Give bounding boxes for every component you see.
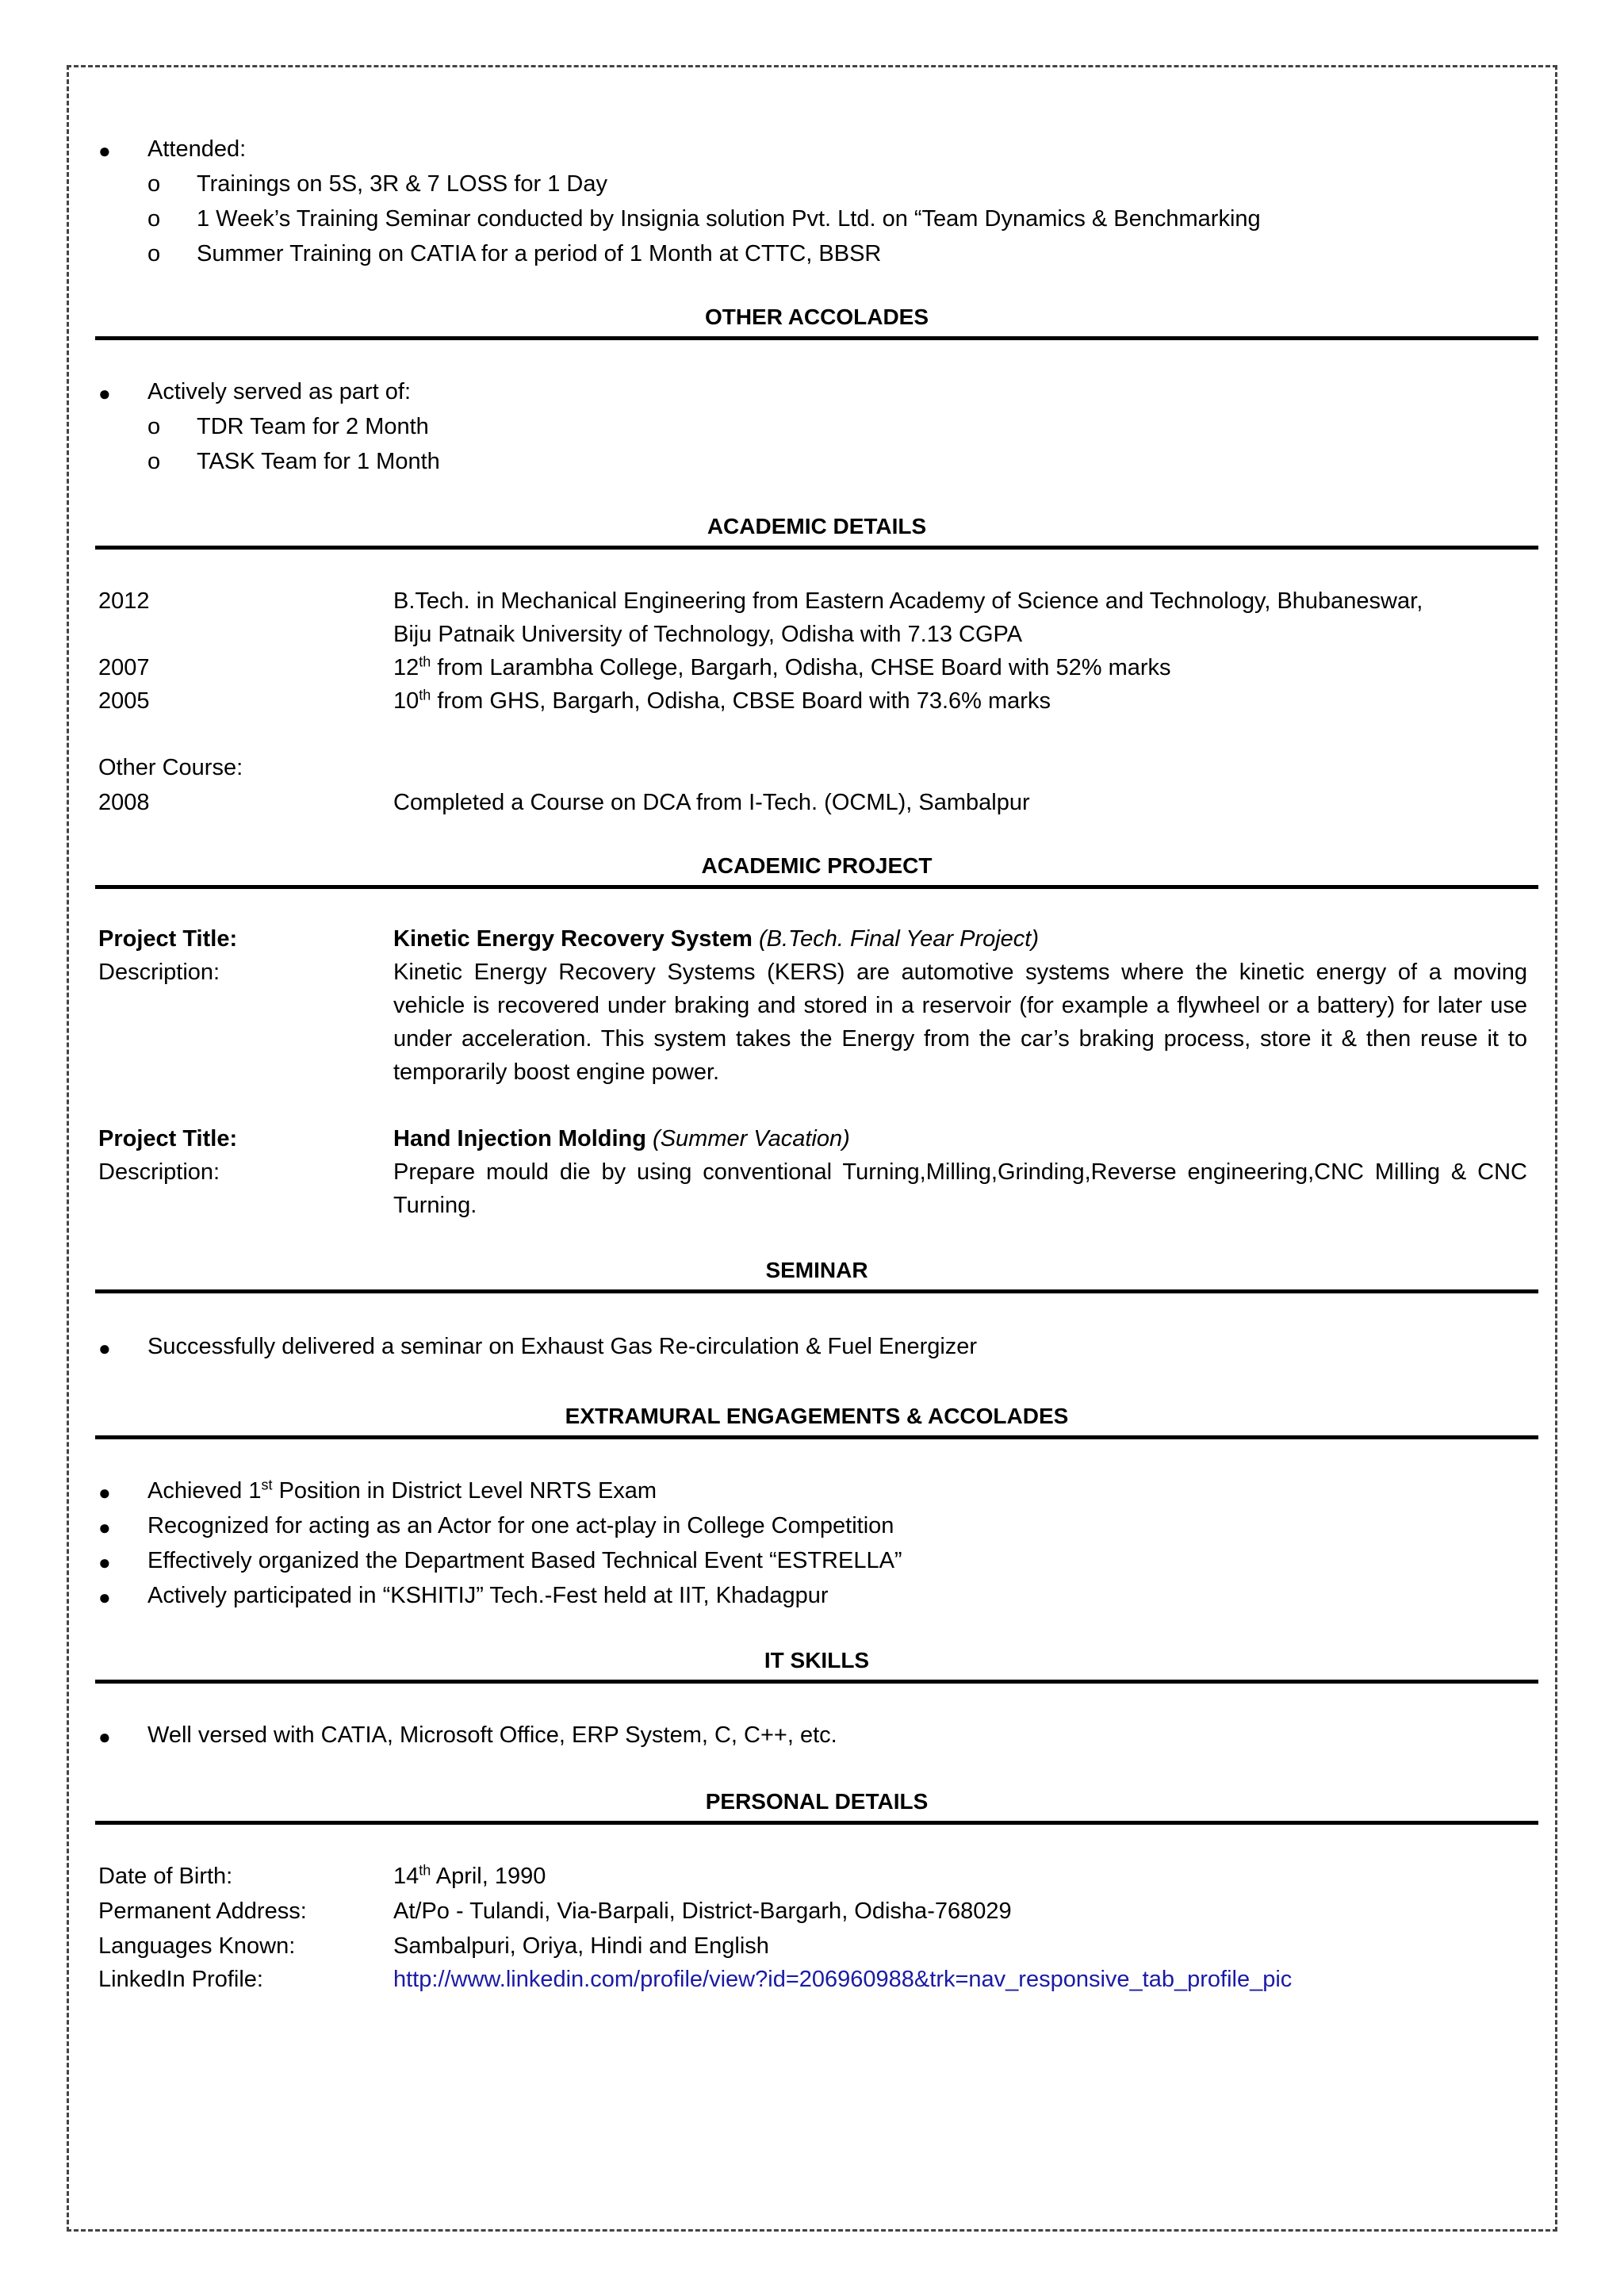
- circle-bullet-icon: o: [147, 171, 161, 197]
- other-course-detail: Completed a Course on DCA from I-Tech. (OCML), Sambalpur: [393, 790, 1030, 815]
- accolades-title: Actively served as part of:: [147, 379, 412, 404]
- accolades-item: TASK Team for 1 Month: [197, 449, 440, 474]
- academic-detail: Biju Patnaik University of Technology, Odisha with 7.13 CGPA: [393, 622, 1023, 647]
- academic-year: 2012: [98, 588, 150, 614]
- academic-detail: B.Tech. in Mechanical Engineering from Eastern Academy of Science and Technology, Bhubaneswar,: [393, 588, 1423, 614]
- extramural-item: Effectively organized the Department Based Technical Event “ESTRELLA”: [147, 1548, 902, 1573]
- section-heading-extramural: EXTRAMURAL ENGAGEMENTS & ACCOLADES: [565, 1404, 1069, 1428]
- dob-value: 14th April, 1990: [393, 1862, 546, 1889]
- bullet-icon: ●: [98, 381, 111, 405]
- extramural-item: Achieved 1st Position in District Level NRTS Exam: [147, 1477, 657, 1504]
- circle-bullet-icon: o: [147, 449, 161, 474]
- academic-year: 2008: [98, 790, 150, 815]
- seminar-item: Successfully delivered a seminar on Exhaust Gas Re-circulation & Fuel Energizer: [147, 1334, 978, 1359]
- academic-year: 2007: [98, 655, 150, 680]
- languages-label: Languages Known:: [98, 1933, 296, 1959]
- attended-item: 1 Week’s Training Seminar conducted by Insignia solution Pvt. Ltd. on “Team Dynamics & Benchmarking: [197, 206, 1261, 232]
- project-title-label: Project Title:: [98, 1126, 238, 1151]
- academic-detail: 10th from GHS, Bargarh, Odisha, CBSE Board with 73.6% marks: [393, 687, 1051, 714]
- circle-bullet-icon: o: [147, 414, 161, 439]
- project-title: Kinetic Energy Recovery System (B.Tech. Final Year Project): [393, 926, 1039, 952]
- description-label: Description:: [98, 960, 220, 985]
- it-skills-item: Well versed with CATIA, Microsoft Office, ERP System, C, C++, etc.: [147, 1722, 837, 1748]
- section-heading-other-accolades: OTHER ACCOLADES: [704, 305, 929, 329]
- other-course-label: Other Course:: [98, 755, 243, 780]
- circle-bullet-icon: o: [147, 206, 161, 232]
- description-label: Description:: [98, 1159, 220, 1185]
- circle-bullet-icon: o: [147, 241, 161, 266]
- section-divider: [95, 336, 1538, 340]
- bullet-icon: ●: [98, 1585, 111, 1609]
- accolades-item: TDR Team for 2 Month: [197, 414, 429, 439]
- section-divider: [95, 885, 1538, 889]
- section-heading-personal-details: PERSONAL DETAILS: [705, 1789, 929, 1814]
- bullet-icon: ●: [98, 1515, 111, 1539]
- project-title: Hand Injection Molding (Summer Vacation): [393, 1126, 850, 1151]
- section-heading-it-skills: IT SKILLS: [764, 1648, 870, 1672]
- dob-label: Date of Birth:: [98, 1864, 233, 1889]
- attended-item: Trainings on 5S, 3R & 7 LOSS for 1 Day: [197, 171, 607, 197]
- section-heading-academic-project: ACADEMIC PROJECT: [701, 853, 933, 878]
- section-heading-academic-details: ACADEMIC DETAILS: [707, 514, 927, 538]
- attended-item: Summer Training on CATIA for a period of 1 Month at CTTC, BBSR: [197, 241, 882, 266]
- academic-detail: 12th from Larambha College, Bargarh, Odisha, CHSE Board with 52% marks: [393, 653, 1171, 680]
- section-divider: [95, 1680, 1538, 1684]
- address-label: Permanent Address:: [98, 1898, 307, 1924]
- project-description: Prepare mould die by using conventional Turning,Milling,Grinding,Reverse engineering,CNC Milling & CNC Turning.: [393, 1159, 1527, 1218]
- bullet-icon: ●: [98, 139, 111, 163]
- linkedin-label: LinkedIn Profile:: [98, 1967, 263, 1992]
- address-value: At/Po - Tulandi, Via-Barpali, District-Bargarh, Odisha-768029: [393, 1898, 1012, 1924]
- bullet-icon: ●: [98, 1481, 111, 1504]
- extramural-item: Recognized for acting as an Actor for one act-play in College Competition: [147, 1513, 894, 1538]
- academic-year: 2005: [98, 688, 150, 714]
- bullet-icon: ●: [98, 1550, 111, 1574]
- section-divider: [95, 1289, 1538, 1293]
- project-title-label: Project Title:: [98, 926, 238, 952]
- attended-title: Attended:: [147, 136, 247, 162]
- linkedin-link[interactable]: http://www.linkedin.com/profile/view?id=206960988&trk=nav_responsive_tab_profile_pic: [393, 1967, 1293, 1992]
- section-heading-seminar: SEMINAR: [765, 1258, 868, 1282]
- section-divider: [95, 546, 1538, 550]
- languages-value: Sambalpuri, Oriya, Hindi and English: [393, 1933, 769, 1959]
- project-description: Kinetic Energy Recovery Systems (KERS) are automotive systems where the kinetic energy of a moving vehicle is recovered under braking and stored in a reservoir (for example a flywheel or a battery) for later use under acceleration. This system takes the Energy from the car’s braking process, store it & then reuse it to temporarily boost engine power.: [393, 960, 1527, 1085]
- section-divider: [95, 1435, 1538, 1439]
- section-divider: [95, 1821, 1538, 1825]
- extramural-item: Actively participated in “KSHITIJ” Tech.-Fest held at IIT, Khadagpur: [147, 1583, 829, 1608]
- bullet-icon: ●: [98, 1725, 111, 1749]
- bullet-icon: ●: [98, 1336, 111, 1360]
